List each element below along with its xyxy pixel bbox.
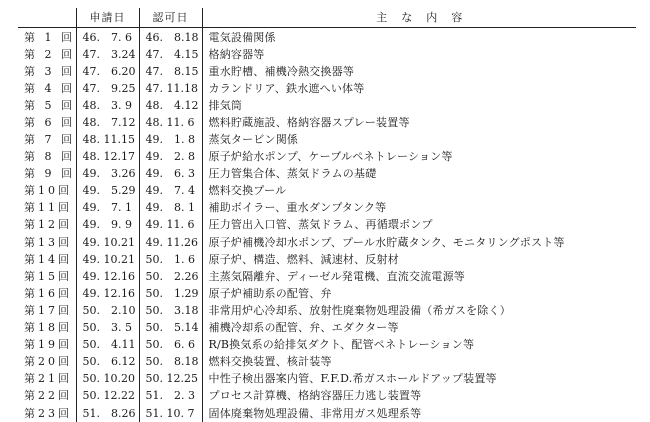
apply-date-cell: 48. 12.17 <box>76 148 139 165</box>
content-cell: 重水貯槽、補機冷熱交換器等 <box>202 63 636 80</box>
content-cell: 排気筒 <box>202 97 636 114</box>
content-cell: 補機冷却系の配管、弁、エダクター等 <box>202 319 636 336</box>
apply-date-cell: 47. 9.25 <box>76 80 139 97</box>
apply-date-cell: 47. 6.20 <box>76 63 139 80</box>
round-cell: 第11回 <box>24 201 72 215</box>
content-cell: 原子炉補助系の配管、弁 <box>202 285 636 302</box>
content-cell: 燃料貯蔵施設、格納容器スプレー装置等 <box>202 114 636 131</box>
content-cell: カランドリア、鉄水遮へい体等 <box>202 80 636 97</box>
approval-date-cell: 51. 10. 7 <box>139 404 202 421</box>
table-row <box>18 46 636 63</box>
round-cell: 第17回 <box>24 303 72 317</box>
table-row <box>18 114 636 131</box>
apply-date-cell: 49. 5.29 <box>76 182 139 199</box>
table-header <box>18 8 636 27</box>
table-row <box>18 165 636 182</box>
approval-date-cell: 50. 3.18 <box>139 302 202 319</box>
table-row <box>18 199 636 216</box>
content-cell: 原子炉補機冷却水ポンプ、プール水貯蔵タンク、モニタリングポスト等 <box>202 234 636 251</box>
apply-date-cell: 49. 12.16 <box>76 285 139 302</box>
content-cell: 原子炉給水ポンプ、ケーブルペネトレーション等 <box>202 148 636 165</box>
approval-date-cell: 49. 2. 8 <box>139 148 202 165</box>
apply-date-cell: 49. 9. 9 <box>76 216 139 233</box>
apply-date-cell: 50. 10.20 <box>76 370 139 387</box>
round-cell: 第 5 回 <box>24 98 75 112</box>
table-row <box>18 182 636 199</box>
round-cell: 第21回 <box>24 372 72 386</box>
table-row <box>18 336 636 353</box>
round-cell: 第13回 <box>24 235 72 249</box>
apply-date-cell: 51. 8.26 <box>76 404 139 421</box>
apply-date-cell: 48. 3. 9 <box>76 97 139 114</box>
content-cell: 補助ボイラー、重水ダンプタンク等 <box>202 199 636 216</box>
table-row <box>18 319 636 336</box>
approval-date-cell: 50. 1.29 <box>139 285 202 302</box>
apply-date-cell: 49. 3.26 <box>76 165 139 182</box>
content-cell: 非常用炉心冷却系、放射性廃棄物処理設備（希ガスを除く） <box>202 302 636 319</box>
content-cell: 格納容器等 <box>202 46 636 63</box>
content-cell: 燃料交換プール <box>202 182 636 199</box>
round-cell: 第 7 回 <box>24 133 75 147</box>
content-cell: 蒸気タービン関係 <box>202 131 636 148</box>
approval-date-cell: 50. 12.25 <box>139 370 202 387</box>
table-row <box>18 302 636 319</box>
table-row <box>18 251 636 268</box>
round-cell: 第 9 回 <box>24 167 75 181</box>
header-row <box>18 8 636 27</box>
table-row <box>18 370 636 387</box>
header-round <box>18 8 76 27</box>
apply-date-cell: 50. 2.10 <box>76 302 139 319</box>
content-cell: 原子炉、構造、燃料、減速材、反射材 <box>202 251 636 268</box>
round-cell: 第10回 <box>24 184 72 198</box>
table-row <box>18 285 636 302</box>
table-row <box>18 268 636 285</box>
content-cell: 燃料交換装置、核計装等 <box>202 353 636 370</box>
apply-date-cell: 50. 6.12 <box>76 353 139 370</box>
approval-date-cell: 49. 6. 3 <box>139 165 202 182</box>
round-cell: 第 1 回 <box>24 30 75 44</box>
table-row <box>18 387 636 404</box>
approval-date-cell: 50. 8.18 <box>139 353 202 370</box>
round-cell: 第 8 回 <box>24 150 75 164</box>
round-cell: 第12回 <box>24 218 72 232</box>
round-cell: 第18回 <box>24 321 72 335</box>
round-cell: 第 6 回 <box>24 115 75 129</box>
apply-date-cell: 49. 12.16 <box>76 268 139 285</box>
apply-date-cell: 49. 10.21 <box>76 251 139 268</box>
apply-date-cell: 50. 12.22 <box>76 387 139 404</box>
table-row <box>18 63 636 80</box>
header-approval-date: 認可日 <box>139 8 202 27</box>
content-cell: 中性子検出器案内管、F.F.D.希ガスホールドアップ装置等 <box>202 370 636 387</box>
round-cell: 第23回 <box>24 406 72 420</box>
approval-date-cell: 50. 5.14 <box>139 319 202 336</box>
approval-date-cell: 47. 8.15 <box>139 63 202 80</box>
content-cell: 圧力管集合体、蒸気ドラムの基礎 <box>202 165 636 182</box>
table-row <box>18 27 636 46</box>
table-row <box>18 97 636 114</box>
approval-date-cell: 49. 11. 6 <box>139 216 202 233</box>
table-row <box>18 131 636 148</box>
approval-table <box>18 8 636 422</box>
apply-date-cell: 50. 4.11 <box>76 336 139 353</box>
approval-date-cell: 48. 4.12 <box>139 97 202 114</box>
approval-date-cell: 48. 11. 6 <box>139 114 202 131</box>
apply-date-cell: 47. 3.24 <box>76 46 139 63</box>
apply-date-cell: 50. 3. 5 <box>76 319 139 336</box>
content-cell: プロセス計算機、格納容器圧力逃し装置等 <box>202 387 636 404</box>
approval-date-cell: 46. 8.18 <box>139 27 202 46</box>
approval-date-cell: 47. 4.15 <box>139 46 202 63</box>
header-main-content: 主な内容 <box>202 8 636 27</box>
content-cell: R/B換気系の給排気ダクト、配管ペネトレーション等 <box>202 336 636 353</box>
table-row <box>18 148 636 165</box>
content-cell: 圧力管出入口管、蒸気ドラム、再循環ポンプ <box>202 216 636 233</box>
round-cell: 第19回 <box>24 338 72 352</box>
apply-date-cell: 49. 7. 1 <box>76 199 139 216</box>
approval-date-cell: 49. 7. 4 <box>139 182 202 199</box>
round-cell: 第15回 <box>24 269 72 283</box>
approval-date-cell: 50. 6. 6 <box>139 336 202 353</box>
content-cell: 固体廃棄物処理設備、非常用ガス処理系等 <box>202 404 636 421</box>
content-cell: 電気設備関係 <box>202 27 636 46</box>
apply-date-cell: 48. 11.15 <box>76 131 139 148</box>
round-cell: 第16回 <box>24 286 72 300</box>
approval-date-cell: 51. 2. 3 <box>139 387 202 404</box>
header-apply-date: 申請日 <box>76 8 139 27</box>
approval-date-cell: 49. 11.26 <box>139 234 202 251</box>
table-row <box>18 216 636 233</box>
apply-date-cell: 49. 10.21 <box>76 234 139 251</box>
table-body <box>18 27 636 422</box>
round-cell: 第20回 <box>24 355 72 369</box>
table-row <box>18 80 636 97</box>
table-row <box>18 404 636 421</box>
round-cell: 第22回 <box>24 389 72 403</box>
round-cell: 第14回 <box>24 252 72 266</box>
round-cell: 第 3 回 <box>24 64 75 78</box>
round-cell: 第 4 回 <box>24 81 75 95</box>
apply-date-cell: 48. 7.12 <box>76 114 139 131</box>
apply-date-cell: 46. 7. 6 <box>76 27 139 46</box>
approval-date-cell: 50. 2.26 <box>139 268 202 285</box>
round-cell: 第 2 回 <box>24 47 75 61</box>
table-row <box>18 353 636 370</box>
approval-date-cell: 50. 1. 6 <box>139 251 202 268</box>
approval-date-cell: 49. 8. 1 <box>139 199 202 216</box>
content-cell: 主蒸気隔離弁、ディーゼル発電機、直流交流電源等 <box>202 268 636 285</box>
approval-date-cell: 47. 11.18 <box>139 80 202 97</box>
table-row <box>18 234 636 251</box>
approval-date-cell: 49. 1. 8 <box>139 131 202 148</box>
